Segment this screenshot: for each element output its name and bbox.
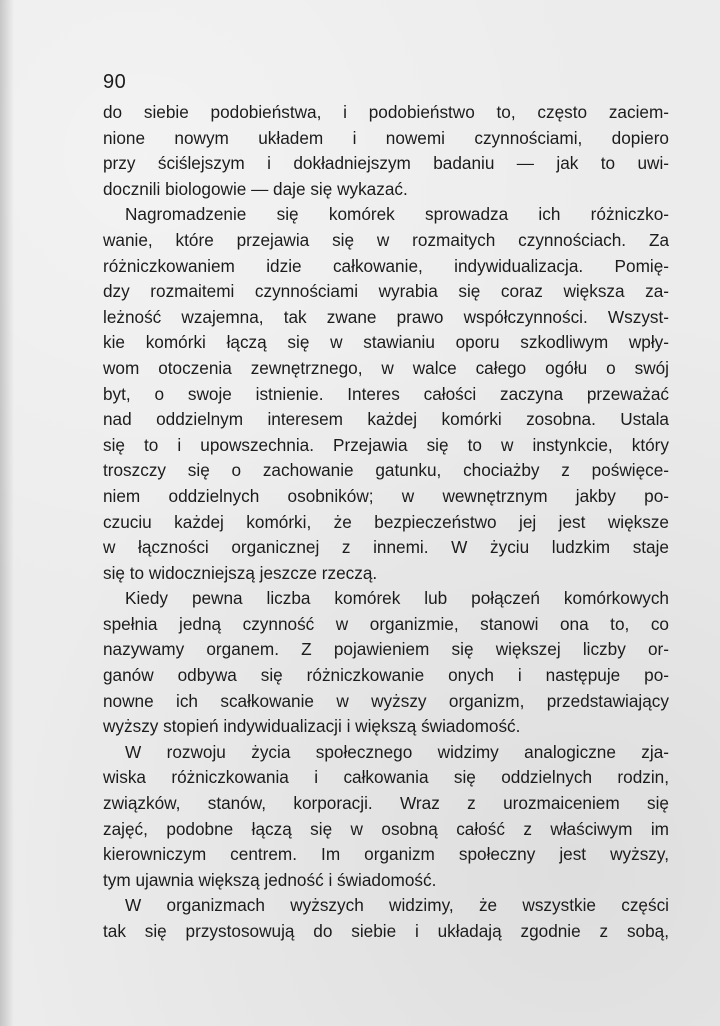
text-line: nazywamy organem. Z pojawieniem się większej liczby or- bbox=[103, 639, 669, 660]
text-line: do siebie podobieństwa, i podobieństwo to, często zaciem- bbox=[103, 102, 669, 122]
text-line: byt, o swoje istnienie. Interes całości zaczyna przeważać bbox=[103, 383, 669, 404]
text-line: docznili biologowie — daje się wykazać. bbox=[103, 178, 408, 199]
text-line: czuciu każdej komórki, że bezpieczeństwo jej jest większe bbox=[103, 511, 669, 532]
text-line: Nagromadzenie się komórek sprowadza ich różniczko- bbox=[125, 204, 669, 225]
text-line: tak się przystosowują do siebie i układają zgodnie z sobą, bbox=[103, 921, 669, 941]
text-line: W rozwoju życia społecznego widzimy analogiczne zja- bbox=[125, 741, 669, 762]
text-line: tym ujawnia większą jedność i świadomość. bbox=[103, 869, 437, 890]
text-line: związków, stanów, korporacji. Wraz z urozmaiceniem się bbox=[103, 793, 669, 814]
text-line: zajęć, podobne łączą się w osobną całość z właściwym im bbox=[103, 818, 669, 839]
text-line: nowne ich scałkowanie w wyższy organizm, przedstawiający bbox=[103, 690, 669, 711]
body-text bbox=[103, 100, 669, 945]
text-line: spełnia jedną czynność w organizmie, stanowi ona to, co bbox=[103, 613, 669, 634]
text-line: w łączności organicznej z innemi. W życiu ludzkim staje bbox=[103, 537, 669, 558]
text-line: Kiedy pewna liczba komórek lub połączeń komórkowych bbox=[125, 588, 669, 609]
text-line: kie komórki łączą się w stawianiu oporu szkodliwym wpły- bbox=[103, 332, 669, 353]
text-line: troszczy się o zachowanie gatunku, chociażby z poświęce- bbox=[103, 460, 669, 481]
text-line: ganów odbywa się różniczkowanie onych i następuje po- bbox=[103, 665, 669, 686]
text-line: przy ściślejszym i dokładniejszym badaniu — jak to uwi- bbox=[103, 153, 669, 174]
text-line: nad oddzielnym interesem każdej komórki zosobna. Ustala bbox=[103, 409, 669, 430]
text-line: wiska różniczkowania i całkowania się oddzielnych rodzin, bbox=[103, 767, 669, 788]
text-line: wom otoczenia zewnętrznego, w walce całego ogółu o swój bbox=[103, 357, 669, 378]
page-number: 90 bbox=[103, 71, 127, 93]
text-line: różniczkowaniem idzie całkowanie, indywidualizacja. Pomię- bbox=[103, 255, 669, 276]
text-line: leżność wzajemna, tak zwane prawo współczynności. Wszyst- bbox=[103, 306, 669, 327]
text-line: W organizmach wyższych widzimy, że wszystkie części bbox=[125, 895, 669, 916]
text-line: wanie, które przejawia się w rozmaitych czynnościach. Za bbox=[103, 229, 669, 250]
text-line: się to widoczniejszą jeszcze rzeczą. bbox=[103, 562, 378, 583]
text-line: kierowniczym centrem. Im organizm społeczny jest wyższy, bbox=[103, 844, 669, 865]
page-edge-shadow bbox=[0, 0, 14, 1026]
text-line: dzy rozmaitemi czynnościami wyrabia się coraz większa za- bbox=[103, 281, 669, 302]
text-line: nione nowym układem i nowemi czynnościami, dopiero bbox=[103, 127, 669, 148]
text-line: niem oddzielnych osobników; w wewnętrznym jakby po- bbox=[103, 485, 669, 506]
text-line: się to i upowszechnia. Przejawia się to w instynkcie, który bbox=[103, 434, 669, 455]
text-line: wyższy stopień indywidualizacji i większą świadomość. bbox=[103, 716, 521, 737]
